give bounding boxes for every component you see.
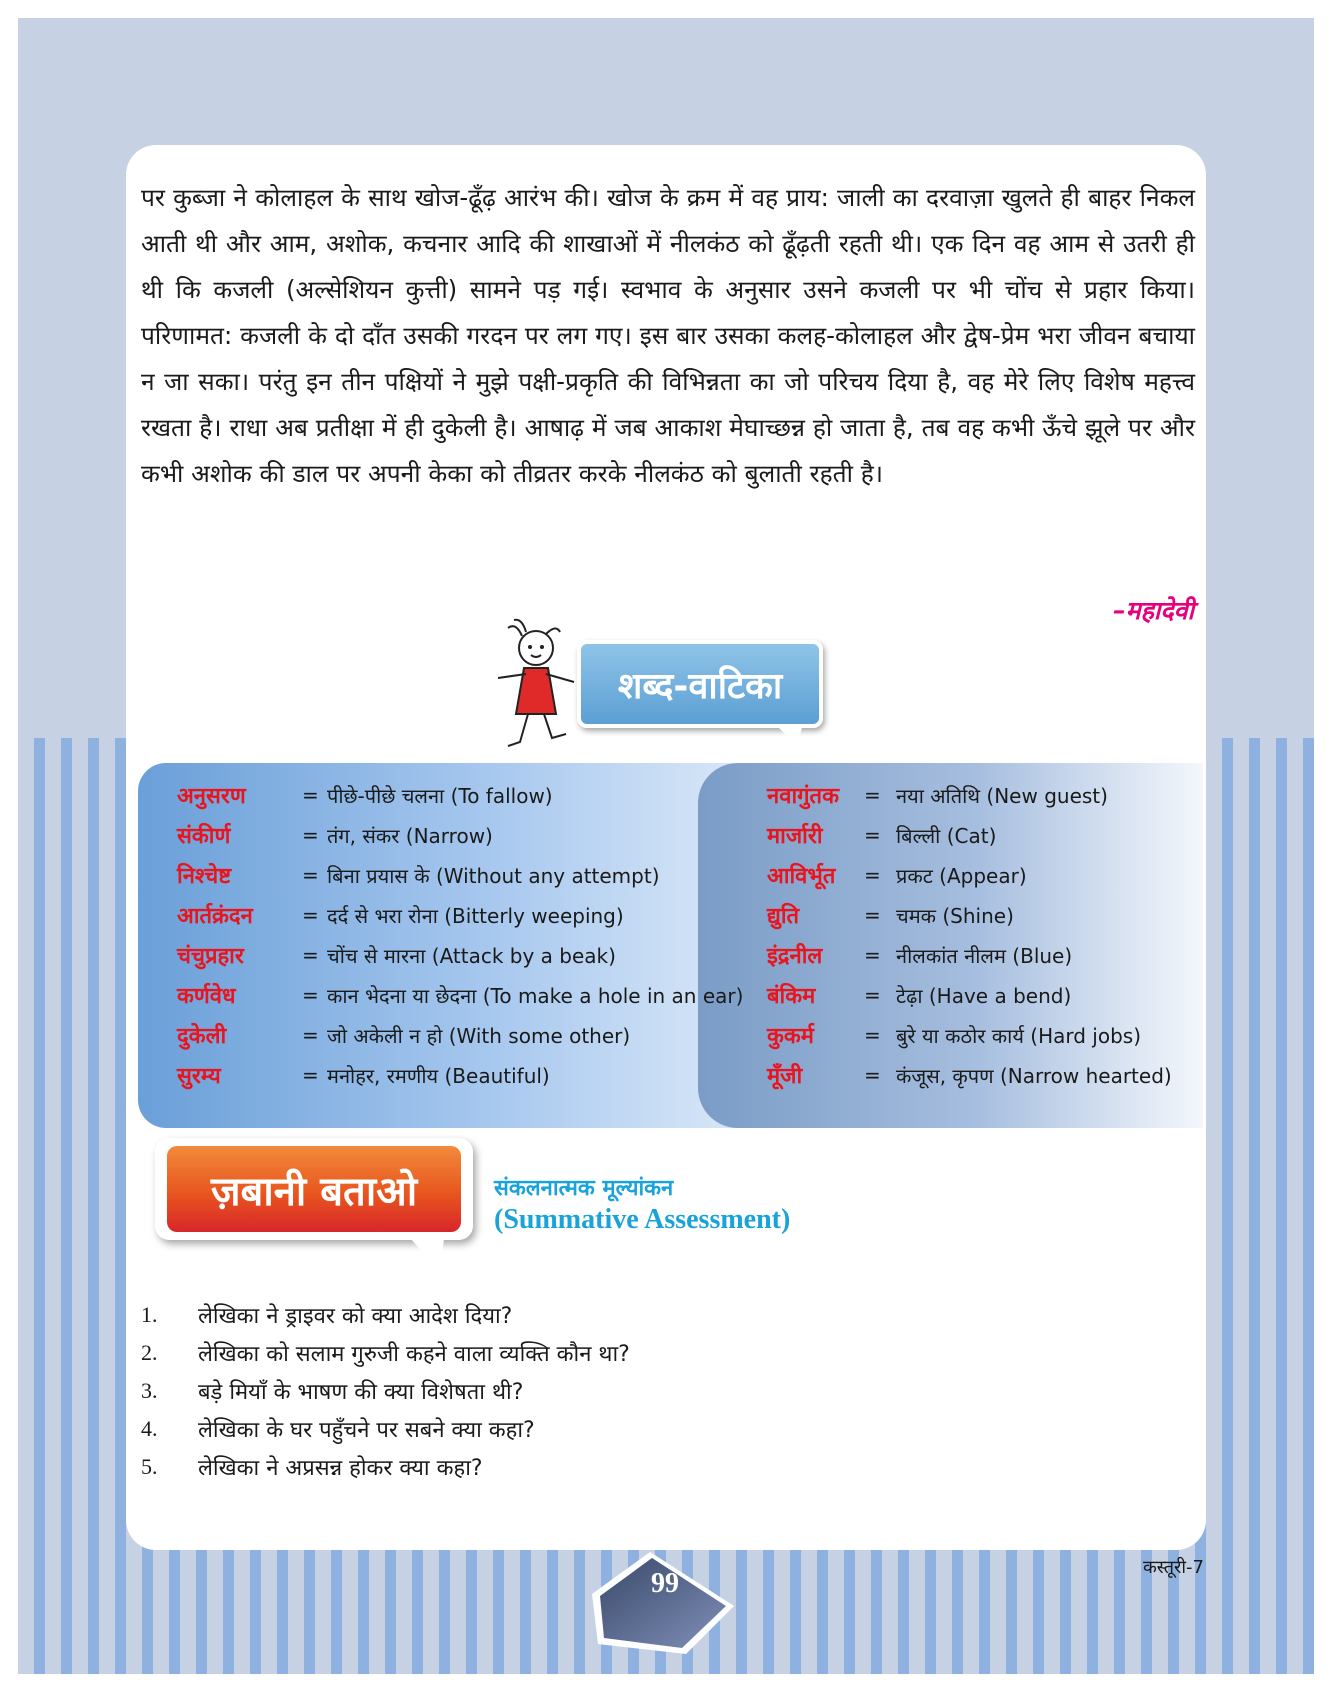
vocab-word: बंकिम bbox=[767, 984, 816, 1009]
vocab-word: द्युति bbox=[767, 904, 800, 929]
vocab-row bbox=[177, 936, 616, 974]
assessment-label-hindi: संकलनात्मक मूल्यांकन bbox=[494, 1176, 674, 1201]
vocab-word: सुरम्य bbox=[177, 1064, 221, 1089]
vocab-row bbox=[177, 856, 660, 894]
question-item bbox=[141, 1410, 535, 1448]
vocab-meaning: पीछे-पीछे चलना (To fallow) bbox=[327, 783, 553, 808]
vocab-equals: = bbox=[864, 983, 881, 1007]
vocab-equals: = bbox=[302, 783, 319, 807]
vocab-meaning: बिल्ली (Cat) bbox=[896, 823, 997, 848]
banner-tail bbox=[410, 1238, 444, 1272]
vocab-meaning: नया अतिथि (New guest) bbox=[896, 783, 1108, 808]
vocab-word: संकीर्ण bbox=[177, 824, 231, 849]
question-item bbox=[141, 1448, 483, 1486]
vocab-row bbox=[767, 936, 1072, 974]
vocab-row bbox=[177, 976, 743, 1014]
vocab-word: नवागुंतक bbox=[767, 784, 839, 809]
vocab-meaning: चोंच से मारना (Attack by a beak) bbox=[327, 943, 616, 968]
question-number: 3. bbox=[141, 1378, 158, 1403]
vocab-word: मूँजी bbox=[767, 1064, 803, 1089]
vocab-row bbox=[767, 856, 1027, 894]
vocab-meaning: जो अकेली न हो (With some other) bbox=[327, 1023, 631, 1048]
vocab-equals: = bbox=[864, 1023, 881, 1047]
question-item bbox=[141, 1296, 512, 1334]
vocab-row bbox=[177, 1056, 550, 1094]
story-paragraph: पर कुब्जा ने कोलाहल के साथ खोज-ढूँढ़ आरंभ की। खोज के क्रम में वह प्राय: जाली का दरवाज़ा खुलते ही बाहर निकल आती थी और आम, अशोक, कचनार आदि की शाखाओं में नीलकंठ को ढूँढ़ती रहती थी। एक दिन वह आम से उतरी ही थी कि कजली (अल्सेशियन कुत्ती) सामने पड़ गई। स्वभाव के अनुसार उसने कजली पर भी चोंच से प्रहार किया। परिणामत: कजली के दो दाँत उसकी गरदन पर लग गए। इस बार उसका कलह-कोलाहल और द्वेष-प्रेम भरा जीवन बचाया न जा सका। परंतु इन तीन पक्षियों ने मुझे पक्षी-प्रकृति की विभिन्नता का जो परिचय दिया है, वह मेरे लिए विशेष महत्त्व रखता है। राधा अब प्रतीक्षा में ही दुकेली है। आषाढ़ में जब आकाश मेघाच्छन्न हो जाता है, तब वह कभी ऊँचे झूले पर और कभी अशोक की डाल पर अपनी केका को तीव्रतर करके नीलकंठ को बुलाती रहती है। bbox=[141, 183, 1195, 488]
vocab-row bbox=[177, 816, 493, 854]
vocab-meaning: कान भेदना या छेदना (To make a hole in an ear) bbox=[327, 983, 744, 1008]
vocab-word: इंद्रनील bbox=[767, 944, 823, 969]
vocab-meaning: बुरे या कठोर कार्य (Hard jobs) bbox=[896, 1023, 1142, 1048]
vocab-row bbox=[177, 776, 553, 814]
vocab-word: मार्जारी bbox=[767, 824, 823, 849]
question-text: लेखिका को सलाम गुरुजी कहने वाला व्यक्ति कौन था? bbox=[198, 1342, 630, 1367]
vocab-equals: = bbox=[302, 903, 319, 927]
vocab-row bbox=[767, 1056, 1172, 1094]
vocab-equals: = bbox=[864, 783, 881, 807]
book-title: कस्तूरी-7 bbox=[1142, 1557, 1204, 1578]
vocab-meaning: मनोहर, रमणीय (Beautiful) bbox=[327, 1063, 550, 1088]
vocab-word: आर्तक्रंदन bbox=[177, 904, 253, 929]
question-text: बड़े मियाँ के भाषण की क्या विशेषता थी? bbox=[198, 1380, 524, 1405]
vocab-meaning: नीलकांत नीलम (Blue) bbox=[896, 943, 1073, 968]
vocab-word: कुकर्म bbox=[767, 1024, 814, 1049]
vocab-row bbox=[767, 816, 996, 854]
banner-tail bbox=[775, 724, 803, 746]
vocab-section-title: शब्द-वाटिका bbox=[577, 640, 823, 728]
vocab-equals: = bbox=[302, 1023, 319, 1047]
page-number: 99 bbox=[651, 1568, 679, 1599]
vocab-meaning: बिना प्रयास के (Without any attempt) bbox=[327, 863, 660, 888]
vocab-meaning: कंजूस, कृपण (Narrow hearted) bbox=[896, 1063, 1172, 1088]
vocab-word: दुकेली bbox=[177, 1024, 227, 1049]
question-text: लेखिका ने ड्राइवर को क्या आदेश दिया? bbox=[198, 1304, 513, 1329]
vocab-equals: = bbox=[864, 863, 881, 887]
vocab-meaning: प्रकट (Appear) bbox=[896, 863, 1027, 888]
vocab-equals: = bbox=[864, 903, 881, 927]
vocab-meaning: तंग, संकर (Narrow) bbox=[327, 823, 493, 848]
vocab-equals: = bbox=[302, 943, 319, 967]
vocab-equals: = bbox=[302, 823, 319, 847]
girl-illustration bbox=[486, 618, 582, 756]
vocab-row bbox=[177, 896, 624, 934]
oral-section-title: ज़बानी बताओ bbox=[167, 1146, 461, 1232]
vocab-equals: = bbox=[302, 863, 319, 887]
question-text: लेखिका ने अप्रसन्न होकर क्या कहा? bbox=[198, 1456, 483, 1481]
vocab-word: निश्चेष्ट bbox=[177, 864, 232, 889]
question-number: 5. bbox=[141, 1454, 158, 1479]
vocab-meaning: टेढ़ा (Have a bend) bbox=[896, 983, 1072, 1008]
vocab-meaning: दर्द से भरा रोना (Bitterly weeping) bbox=[327, 903, 624, 928]
question-item bbox=[141, 1372, 523, 1410]
vocab-word: चंचुप्रहार bbox=[177, 944, 244, 969]
vocab-word: आविर्भूत bbox=[767, 864, 836, 889]
question-number: 2. bbox=[141, 1340, 158, 1365]
vocab-word: अनुसरण bbox=[177, 784, 246, 809]
question-text: लेखिका के घर पहुँचने पर सबने क्या कहा? bbox=[198, 1418, 535, 1443]
page-number-badge bbox=[590, 1548, 740, 1658]
vocab-equals: = bbox=[864, 1063, 881, 1087]
vocab-equals: = bbox=[864, 823, 881, 847]
vocab-equals: = bbox=[302, 983, 319, 1007]
vocab-row bbox=[767, 776, 1108, 814]
vocab-equals: = bbox=[864, 943, 881, 967]
question-number: 1. bbox=[141, 1302, 158, 1327]
vocab-row bbox=[767, 976, 1071, 1014]
vocab-meaning: चमक (Shine) bbox=[896, 903, 1014, 928]
question-item bbox=[141, 1334, 630, 1372]
author-name: –महादेवी bbox=[1113, 596, 1194, 625]
vocab-equals: = bbox=[302, 1063, 319, 1087]
question-number: 4. bbox=[141, 1416, 158, 1441]
vocab-word: कर्णवेध bbox=[177, 984, 236, 1009]
vocab-row bbox=[767, 1016, 1141, 1054]
vocab-row bbox=[177, 1016, 630, 1054]
vocab-row bbox=[767, 896, 1014, 934]
assessment-label-english: (Summative Assessment) bbox=[494, 1204, 791, 1235]
